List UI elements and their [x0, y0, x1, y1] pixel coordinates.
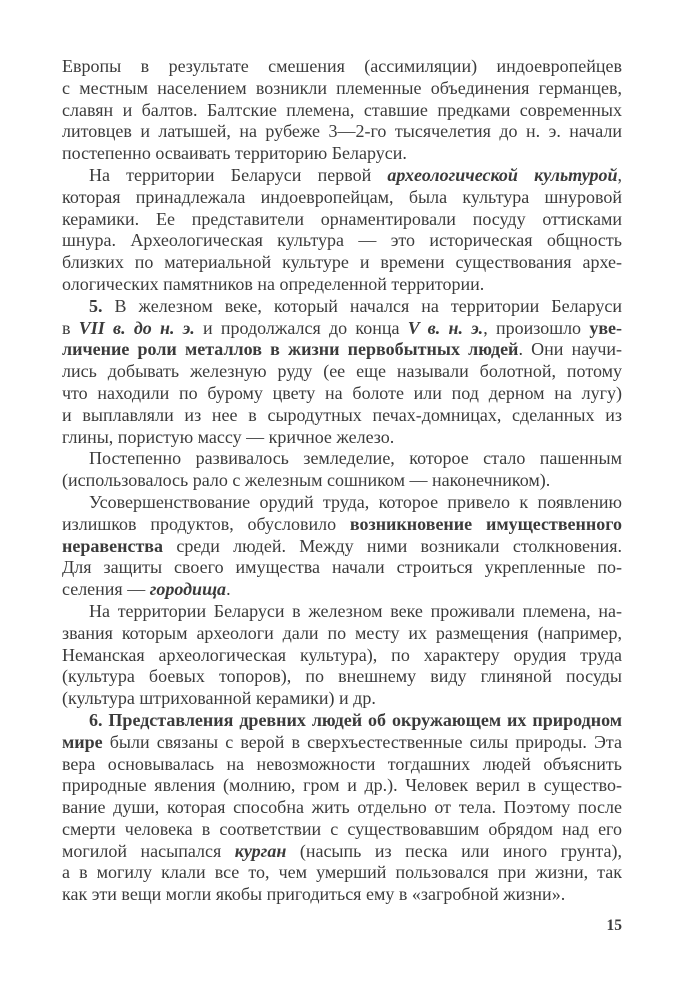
text-run: керамики. Ее представители орнаментировали посуду оттисками [62, 208, 622, 229]
text-run: и выплавляли из нее в сыродутных печах-домницах, сделанных из [62, 404, 622, 425]
text-run: с местным населением возникли племенные объединения германцев, [62, 77, 622, 98]
text-line [62, 78, 622, 100]
text-line [62, 536, 622, 558]
text-line [62, 710, 622, 732]
text-line [62, 318, 622, 340]
text-line [62, 884, 622, 906]
text-run: Для защиты своего имущества начали строиться укрепленные по- [62, 557, 622, 578]
text-line [62, 797, 622, 819]
text-run: V в. н. э. [407, 317, 484, 338]
text-run: постепенно осваивать территорию Беларуси. [62, 143, 407, 164]
text-line [62, 754, 622, 776]
text-line [62, 361, 622, 383]
text-run: литовцев и латышей, на рубеже 3—2-го тысячелетия до н. э. начали [62, 121, 622, 142]
text-run: в [62, 317, 79, 338]
text-run: 6. Представления древних людей об окружающем их природном [89, 709, 622, 730]
text-line [62, 470, 622, 492]
text-run: (культура боевых топоров), по внешнему виду глиняной посуды [62, 666, 622, 687]
text-run: Европы в результате смешения (ассимиляции) индоевропейцев [62, 56, 622, 76]
text-line [62, 514, 622, 536]
text-run: как эти вещи могли якобы пригодиться ему в «загробной жизни». [62, 884, 566, 905]
text-run: (использовалось рало с железным сошником — наконечником). [62, 470, 551, 491]
text-line [62, 296, 622, 318]
text-line [62, 143, 622, 165]
text-run: . [226, 579, 231, 600]
text-run: природные явления (молнию, гром и др.). Человек верил в существо- [62, 775, 622, 796]
text-line [62, 100, 622, 122]
text-run: могилой насыпался [62, 840, 235, 861]
text-run: а в могилу клали все то, чем умерший пользовался при жизни, так [62, 862, 622, 883]
text-line [62, 557, 622, 579]
text-run: селения — [62, 579, 150, 600]
text-line [62, 623, 622, 645]
text-line [62, 579, 622, 601]
text-run: (насыпь из песка или иного грунта), [286, 840, 622, 861]
text-run: (культура штрихованной керамики) и др. [62, 688, 376, 709]
text-run: что находили по бурому цвету на болоте или под дерном на лугу) [62, 382, 622, 403]
text-run: вание души, которая способна жить отдельно от тела. Поэтому после [62, 797, 622, 818]
text-run: 5. [89, 295, 103, 316]
text-line [62, 56, 622, 78]
text-line [62, 688, 622, 710]
text-line [62, 339, 622, 361]
page-number: 15 [606, 917, 622, 934]
text-run: глины, пористую массу — кричное железо. [62, 426, 395, 447]
text-run: Усовершенствование орудий труда, которое привело к появлению [89, 491, 622, 512]
text-line [62, 732, 622, 754]
text-line [62, 492, 622, 514]
text-run: славян и балтов. Балтские племена, ставшие предками современных [62, 99, 622, 120]
text-line [62, 841, 622, 863]
text-line [62, 645, 622, 667]
text-run: уве- [589, 317, 623, 338]
text-run: неравенства [62, 535, 164, 556]
text-run: курган [234, 840, 287, 861]
text-run: VII в. до н. э. [78, 317, 195, 338]
text-line [62, 121, 622, 143]
text-run: На территории Беларуси в железном веке проживали племена, на- [89, 600, 622, 621]
text-run: среди людей. Между ними возникали столкновения. [163, 535, 622, 556]
text-line [62, 601, 622, 623]
text-run: В железном веке, который начался на территории Беларуси [102, 295, 622, 316]
text-line [62, 209, 622, 231]
text-line [62, 775, 622, 797]
text-line [62, 165, 622, 187]
text-run: близких по материальной культуре и времени существования архе- [62, 252, 622, 273]
text-run: ологических памятников на определенной территории. [62, 273, 485, 294]
text-line [62, 252, 622, 274]
text-run: смерти человека в соответствии с существовавшим обрядом над его [62, 818, 622, 839]
text-run: Постепенно развивалось земледелие, которое стало пашенным [89, 448, 622, 469]
text-line [62, 862, 622, 884]
text-line [62, 666, 622, 688]
text-run: звания которым археологи дали по месту их размещения (например, [62, 622, 622, 643]
text-line [62, 427, 622, 449]
text-line [62, 405, 622, 427]
text-run: . Они научи- [518, 339, 622, 360]
text-run: Неманская археологическая культура), по характеру орудия труда [62, 644, 622, 665]
text-line [62, 187, 622, 209]
text-run: были связаны с верой в сверхъестественные силы природы. Эта [102, 731, 622, 752]
text-line [62, 230, 622, 252]
text-run: личение роли металлов в жизни первобытных людей [62, 339, 519, 360]
text-run: мире [62, 731, 103, 752]
text-line [62, 383, 622, 405]
text-line [62, 274, 622, 296]
text-run: и продолжался до конца [194, 317, 408, 338]
text-run: На территории Беларуси первой [89, 164, 388, 185]
text-run: вера основывалась на невозможности тогдашних людей объяснить [62, 753, 622, 774]
text-run: , [617, 164, 622, 185]
text-run: шнура. Археологическая культура — это историческая общность [62, 230, 622, 251]
text-run: археологической культурой [387, 164, 618, 185]
text-run: излишков продуктов, обусловило [62, 513, 350, 534]
text-run: лись добывать железную руду (ее еще называли болотной, потому [62, 361, 622, 382]
text-block [62, 56, 622, 906]
text-line [62, 819, 622, 841]
text-run: возникновение имущественного [349, 513, 622, 534]
text-run: городища [149, 579, 227, 600]
text-run: которая принадлежала индоевропейцам, была культура шнуровой [62, 186, 622, 207]
text-run: , произошло [483, 317, 590, 338]
text-line [62, 448, 622, 470]
